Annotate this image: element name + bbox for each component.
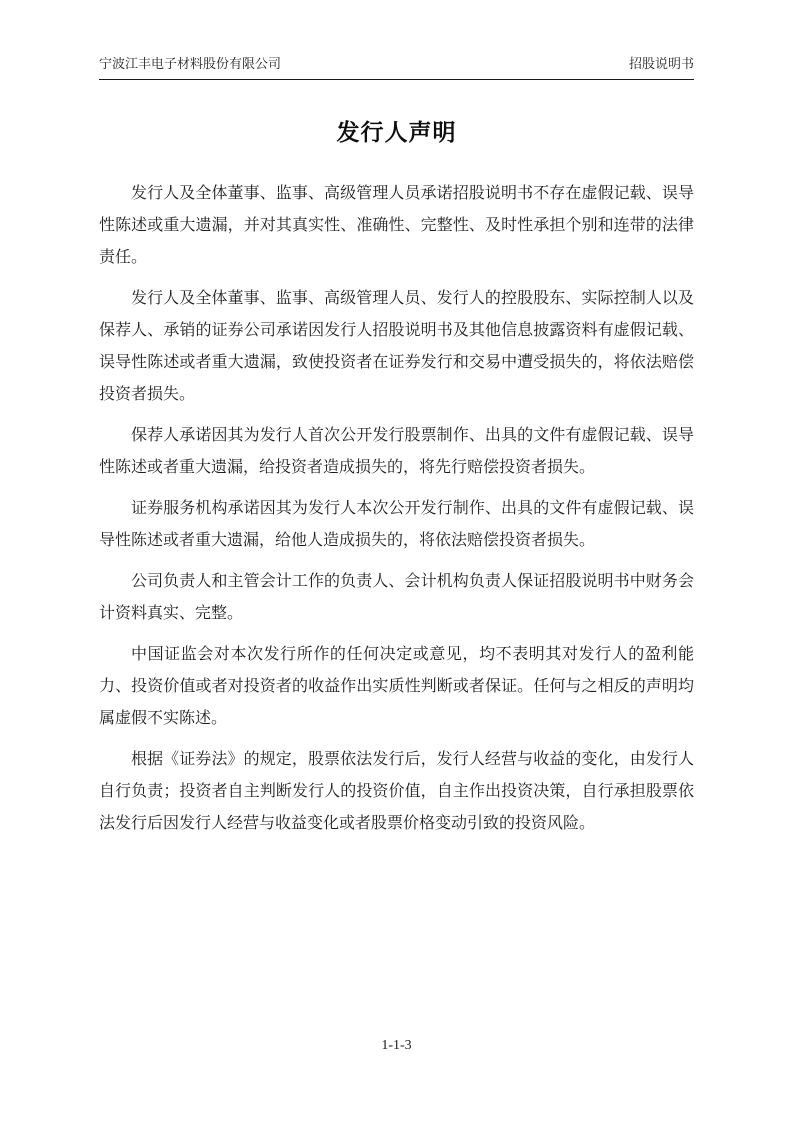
paragraph-controlling-shareholder-commitment: 发行人及全体董事、监事、高级管理人员、发行人的控股股东、实际控制人以及保荐人、承销的证券公司承诺因发行人招股说明书及其他信息披露资料有虚假记载、误导性陈述或者重大遗漏，致使投资者在证券发行和交易中遭受损失的，将依法赔偿投资者损失。: [99, 290, 694, 403]
paragraph-accounting-guarantee: 公司负责人和主管会计工作的负责人、会计机构负责人保证招股说明书中财务会计资料真实、完整。: [99, 573, 694, 622]
paragraph-securities-service-commitment: 证券服务机构承诺因其为发行人本次公开发行制作、出具的文件有虚假记载、误导性陈述或者重大遗漏，给他人造成损失的，将依法赔偿投资者损失。: [99, 500, 694, 549]
header-doc-type: 招股说明书: [628, 56, 694, 71]
page-header: [99, 55, 694, 80]
header-company-name: 宁波江丰电子材料股份有限公司: [99, 56, 282, 71]
paragraph-securities-law-risk: 根据《证券法》的规定，股票依法发行后，发行人经营与收益的变化，由发行人自行负责；投资者自主判断发行人的投资价值，自主作出投资决策，自行承担股票依法发行后因发行人经营与收益变化或者股票价格变动引致的投资风险。: [99, 751, 694, 832]
paragraph-issuer-commitment: 发行人及全体董事、监事、高级管理人员承诺招股说明书不存在虚假记载、误导性陈述或重大遗漏，并对其真实性、准确性、完整性、及时性承担个别和连带的法律责任。: [99, 185, 694, 266]
paragraph-sponsor-commitment: 保荐人承诺因其为发行人首次公开发行股票制作、出具的文件有虚假记载、误导性陈述或者重大遗漏，给投资者造成损失的，将先行赔偿投资者损失。: [99, 427, 694, 476]
page-number: 1-1-3: [381, 1038, 412, 1053]
page-title: 发行人声明: [336, 120, 457, 146]
paragraph-csrc-disclaimer: 中国证监会对本次发行所作的任何决定或意见，均不表明其对发行人的盈利能力、投资价值或者对投资者的收益作出实质性判断或者保证。任何与之相反的声明均属虚假不实陈述。: [99, 646, 694, 727]
declaration-body: [99, 178, 694, 840]
